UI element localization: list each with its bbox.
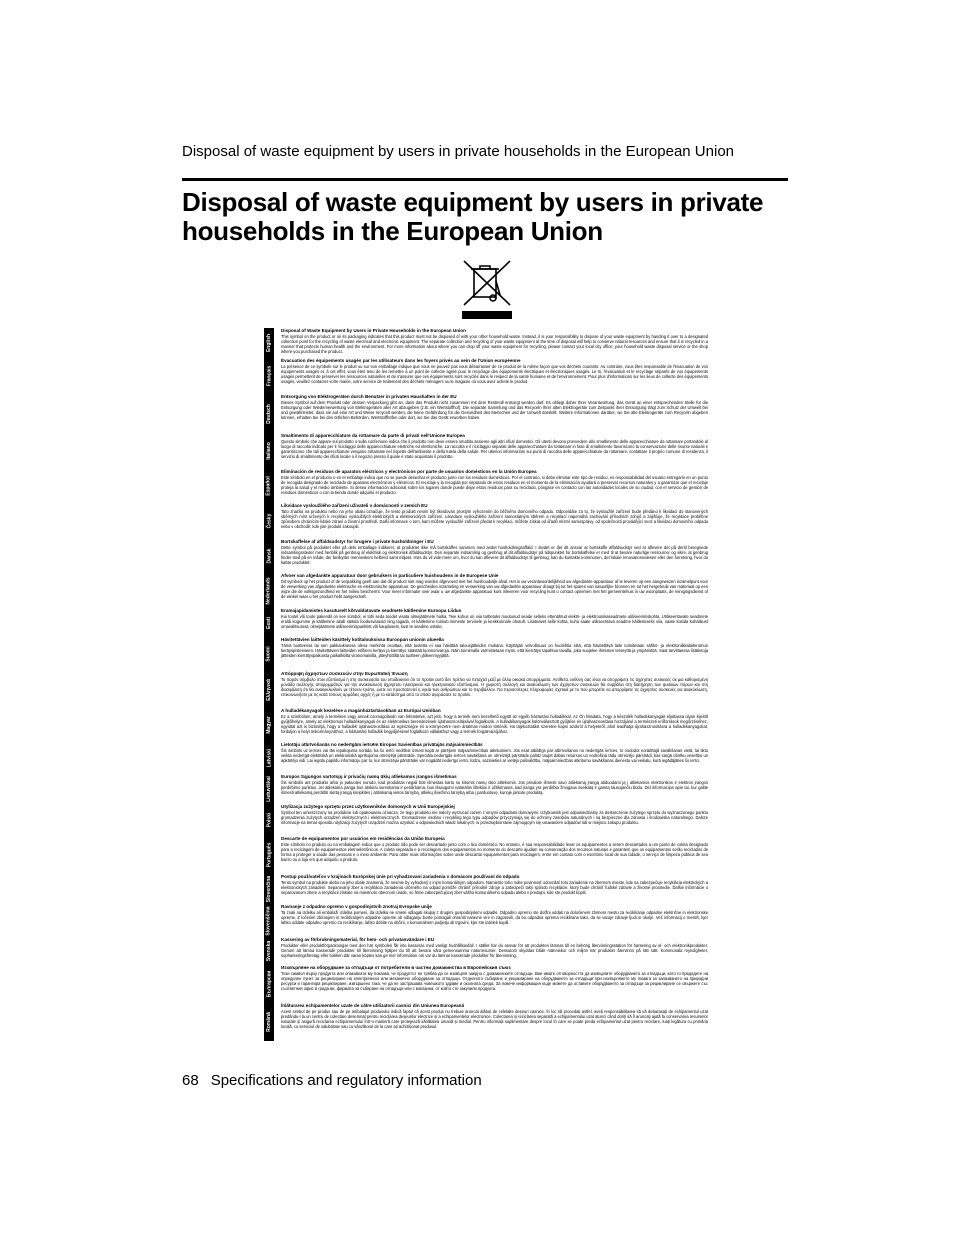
- notice-section: [281, 937, 708, 958]
- notice-heading: Utylizacja zużytego sprzętu przez użytkowników domowych w Unii Europejskiej: [281, 804, 455, 809]
- notice-text: Este símbolo no produto ou na embalagem indica que o produto não pode ser descartado junto com o lixo doméstico. No entanto, é sua responsabilidade levar os equipamentos a serem descartados a um ponto de coleta designado para a reciclagem de equipamentos eletroeletrônicos. A coleta separada e a reciclagem dos equipamentos no momento do descarte ajudam na conservação dos recursos naturais e garantem que os equipamentos serão reciclados de forma a proteger a saúde das pessoas e o meio ambiente. Para obter mais informações sobre onde descartar equipamentos para reciclagem, entre em contato com o escritório local de sua cidade, o serviço de limpeza pública de seu bairro ou a loja em que adquiriu o produto.: [281, 842, 708, 863]
- language-tab: [264, 637, 274, 671]
- notice-section: [281, 708, 708, 734]
- language-tab: [264, 708, 274, 742]
- notice-heading: Înlăturarea echipamentelor uzate de către utilizatorii casnici din Uniunea Europeană: [281, 1003, 465, 1008]
- page-footer: [182, 1071, 482, 1091]
- language-tab: [264, 394, 274, 433]
- language-tab: [264, 573, 274, 608]
- language-tab: [264, 937, 274, 965]
- language-label: Français: [266, 365, 273, 387]
- language-tab: [264, 874, 274, 904]
- notice-section: [281, 358, 708, 384]
- notice-heading: A hulladékanyagok kezelése a magánháztartásokban az Európai Unióban: [281, 708, 441, 713]
- language-tab: [264, 836, 274, 874]
- running-header: Disposal of waste equipment by users in private households in the European Union: [182, 143, 734, 160]
- language-label: Español: [266, 476, 273, 496]
- notice-heading: Hävitettävien laitteiden käsittely kotitalouksissa Euroopan unionin alueella: [281, 637, 444, 642]
- notice-text: La présence de ce symbole sur le produit ou sur son emballage indique que vous ne pouvez pas vous débarrasser de ce produit de la même façon que vos déchets courants. Au contraire, vous êtes responsable de l'évacuation de vos équipements usagés et, à cet effet, vous êtes tenu de les remettre à un point de collecte agréé pour le recyclage des équipements électriques et électroniques usagés. Le tri, l'évacuation et le recyclage séparés de vos équipements usagés permettent de préserver les ressources naturelles et de s'assurer que ces équipements sont recyclés dans le respect de la santé humaine et de l'environnement. Pour plus d'informations sur les lieux de collecte des équipements usagés, veuillez contacter votre mairie, votre service de traitement des déchets ménagers ou le magasin où vous avez acheté le produit.: [281, 364, 708, 385]
- notice-section: [281, 965, 708, 991]
- notice-heading: Lietotāju atbrīvošanās no nederīgām ierīcēm Eiropas Savienības privātajās mājsaimniecībās: [281, 742, 483, 747]
- notice-text: Το παρόν σύμβολο στον εξοπλισμό ή στη συσκευασία του υποδεικνύει ότι το προϊόν αυτό δεν πρέπει να πεταχτεί μαζί με άλλα οικιακά απορρίμματα. Αντίθετα, ευθύνη σας είναι να απορρίψετε τις άχρηστες συσκευές σε μια καθορισμένη μονάδα συλλογής απορριμμάτων για την ανακύκλωση άχρηστου ηλεκτρικού και ηλεκτρονικού εξοπλισμού. Η χωριστή συλλογή και ανακύκλωση των άχρηστων συσκευών θα συμβάλει στη διατήρηση των φυσικών πόρων και στη διασφάλιση ότι θα ανακυκλωθούν με τέτοιον τρόπο, ώστε να προστατευτεί η υγεία των ανθρώπων και το περιβάλλον. Για περισσότερες πληροφορίες σχετικά με το πού μπορείτε να απορρίψετε τις άχρηστες συσκευές για ανακύκλωση, επικοινωνήστε με τις κατά τόπους αρμόδιες αρχές ή με το κατάστημα από το οποίο αγοράσατε το προϊόν.: [281, 677, 708, 698]
- notice-text: Dit symbool op het product of de verpakking geeft aan dat dit product niet mag worden afgevoerd met het huishoudelijk afval. Het is uw verantwoordelijkheid uw afgedankte apparatuur af te leveren op een aangewezen inzamelpunt voor de verwerking van afgedankte elektrische en elektronische apparatuur. De gescheiden inzameling en verwerking van uw afgedankte apparatuur draagt bij tot het sparen van natuurlijke bronnen en tot het hergebruik van materiaal op een wijze die de volksgezondheid en het milieu beschermt. Voor meer informatie over waar u uw afgedankte apparatuur kunt inleveren voor recycling kunt u contact opnemen met het gemeentehuis in uw woonplaats, de reinigingsdienst of de winkel waar u het product hebt aangeschaft.: [281, 579, 708, 600]
- notice-heading: Απόρριψη άχρηστων συσκευών στην Ευρωπαϊκή Ένωση: [281, 671, 408, 676]
- page-title: Disposal of waste equipment by users in private households in the European Union: [182, 187, 764, 246]
- notice-section: [281, 469, 708, 495]
- header-rule: [182, 178, 788, 181]
- notice-section: [281, 671, 708, 697]
- notice-text: This symbol on the product or on its packaging indicates that this product must not be disposed of with your other household waste. Instead, it is your responsibility to dispose of your waste equipment by handing it over to a designated collection point for the recycling of waste electrical and electronic equipment. The separate collection and recycling of your waste equipment at the time of disposal will help to conserve natural resources and ensure that it is recycled in a manner that protects human health and the environment. For more information about where you can drop off your waste equipment for recycling, please contact your local city office, your household waste disposal service or the shop where you purchased the product.: [281, 334, 708, 355]
- page-number: 68: [182, 1072, 199, 1089]
- notice-heading: Europos Sąjungos vartotojų ir privačių namų ūkių atliekamos įrangos išmetimas: [281, 774, 457, 779]
- notice-section: [281, 503, 708, 529]
- language-label: Italiano: [266, 442, 273, 460]
- notice-heading: Likvidace vysloužilého zařízení uživateli v domácnosti v zemích EU: [281, 503, 428, 508]
- language-tab: [264, 774, 274, 804]
- notice-section: [281, 637, 708, 658]
- notice-section: [281, 1003, 708, 1029]
- language-tab: [264, 539, 274, 573]
- footer-section-title: Specifications and regulatory information: [210, 1072, 482, 1089]
- language-label: Česky: [266, 513, 273, 529]
- notice-heading: Évacuation des équipements usagés par les utilisateurs dans les foyers privés au sein de l'Union européenne: [281, 358, 521, 363]
- language-label: Svenska: [266, 940, 273, 962]
- notice-text: Ez a szimbólum, amely a terméken vagy annak csomagolásán van feltüntetve, azt jelzi, hogy a termék nem kezelhető együtt az egyéb háztartási hulladékkal. Az Ön feladata, hogy a készülék hulladékanyagait eljuttassa olyan kijelölt gyűjtőhelyre, amely az elektromos hulladékanyagok és az elektronikus berendezések újrahasznosításával foglalkozik. A hulladékanyagok különválasztott gyűjtése és újrahasznosítása hozzájárul a természeti erőforrások megőrzéséhez, egyúttal azt is biztosítja, hogy a hulladék újrahasznosítása az egészségre és a környezetre nem ártalmas módon történik. Ha tájékoztatást szeretne kapni azokról a helyekről, ahol leadhatja újrahasznosításra a hulladékanyagokat, forduljon a helyi önkormányzathoz, a háztartási hulladék begyűjtésével foglalkozó vállalathoz vagy a termék forgalmazójához.: [281, 714, 708, 735]
- notice-section: [281, 874, 708, 895]
- notice-heading: Eramajapidamistes kasutuselt kõrvaldatavate seadmete käitlemine Euroopa Liidus: [281, 608, 462, 613]
- language-label: English: [266, 333, 272, 353]
- language-label: Slovenčina: [266, 875, 272, 903]
- notice-section: [281, 433, 708, 459]
- language-tab: [264, 503, 274, 539]
- language-label: Lietuviškai: [266, 776, 273, 802]
- notice-heading: Bortskaffelse af affaldsudstyr for brugere i private husholdninger i EU: [281, 539, 434, 544]
- notice-text: Dette symbol på produktet eller på dets emballage indikerer, at produktet ikke må bortskaffes sammen med andet husholdningsaffald. I stedet er det dit ansvar at bortskaffe affaldsudstyr ved at aflevere det på dertil beregnede indsamlingssteder med henblik på genbrug af elektrisk og elektronisk affaldsudstyr. Den separate indsamling og genbrug af dit affaldsudstyr på tidspunktet for bortskaffelse er med til at bevare naturlige ressourcer og sikre, at genbrug finder sted på en måde, der beskytter menneskers helbred samt miljøet. Hvis du vil vide mere om, hvor du kan aflevere dit affaldsudstyr til genbrug, kan du kontakte kommunen, det lokale renovationsvæsen eller den forretning, hvor du købte produktet.: [281, 545, 708, 566]
- notice-text: Този символ върху продукта или опаковката му показва, че продуктът не трябва да се изхвърля заедно с домакинските отпадъци. Вие имате отговорността да изхвърлите оборудването за отпадъци, като го предадете на определен пункт за рециклиране на електрическо или механично оборудване за отпадъци. Отделното събиране и рециклиране на оборудването за отпадъци при изхвърлянето му помага за запазването на природни ресурси и гарантира рециклиране, извършено така, че да не застрашава човешкото здраве и околната среда. За повече информация къде можете да оставите оборудването за отпадъци за рециклиране се свържете със съответния офис в града ви, фирмата за събиране на отпадъци или с магазина, от който сте закупили продукта.: [281, 971, 708, 992]
- language-tab: [264, 671, 274, 708]
- notice-section: [281, 836, 708, 862]
- notice-section: [281, 608, 708, 629]
- language-label: Polski: [266, 812, 273, 828]
- crossed-out-wheeled-bin-icon: [460, 257, 514, 321]
- language-label: Português: [266, 842, 273, 868]
- language-label: Suomi: [266, 646, 272, 662]
- notice-text: Acest simbol de pe produs sau de pe ambalajul produsului indică faptul că acest produs nu trebuie aruncat alături de celelalte deșeuri casnice. În loc să procedați astfel, aveți responsabilitatea să vă debarasați de echipamentul uzat predându-l la un centru de colectare desemnat pentru reciclarea deșeurilor electrice și a echipamentelor electronice. Colectarea și reciclarea separată a echipamentului uzat atunci când doriți să îl aruncați ajută la conservarea resurselor naturale și asigură reciclarea echipamentului într-o manieră care protejează sănătatea umană și mediul. Pentru informații suplimentare despre locul în care se poate preda echipamentul uzat pentru reciclare, luați legătura cu primăria locală, cu serviciul de salubritate sau cu vânzătorul de la care ați achiziționat produsul.: [281, 1009, 708, 1030]
- notice-section: [281, 573, 708, 599]
- notice-text: Tämä tuotteessa tai sen pakkauksessa oleva merkintä osoittaa, että tuotetta ei saa hävittää talousjätteiden mukana. Käyttäjän velvollisuus on huolehtia siitä, että hävitettävä laite toimitetaan sähkö- ja elektroniikkalaiteromun keräyspisteeseen. Hävitettävien laitteiden erillinen keräys ja kierrätys säästää luonnonvaroja. Näin toimimalla varmistetaan myös, että kierrätys tapahtuu tavalla, joka suojelee ihmisten terveyttä ja ympäristöä. Saat tarvittaessa lisätietoja jätteiden kierrätyspaikoista paikallisilta viranomaisilta, jäteyhtiöiltä tai tuotteen jälleenmyyjältä.: [281, 643, 708, 659]
- notice-text: Dieses Symbol auf dem Produkt oder dessen Verpackung gibt an, dass das Produkt nicht zusammen mit dem Restmüll entsorgt werden darf. Es obliegt daher Ihrer Verantwortung, das Gerät an einer entsprechenden Stelle für die Entsorgung oder Wiederverwertung von Elektrogeräten aller Art abzugeben (z.B. ein Wertstoffhof). Die separate Sammlung und das Recyceln Ihrer alten Elektrogeräte zum Zeitpunkt ihrer Entsorgung trägt zum Schutz der Umwelt bei und gewährleistet, dass sie auf eine Art und Weise recycelt werden, die keine Gefährdung für die Gesundheit des Menschen und der Umwelt darstellt. Weitere Informationen darüber, wo Sie alte Elektrogeräte zum Recyceln abgeben können, erhalten Sie bei den örtlichen Behörden, Wertstoffhöfen oder dort, wo Sie das Gerät erworben haben.: [281, 400, 708, 421]
- language-label: Ελληνικά: [266, 678, 273, 701]
- notice-heading: Eliminación de residuos de aparatos eléctricos y electrónicos por parte de usuarios domésticos en la Unión Europea: [281, 469, 537, 474]
- notice-heading: Ravnanje z odpadno opremo v gospodinjstvih znotraj Evropske unije: [281, 904, 432, 909]
- notice-text: Symbol ten umieszczony na produkcie lub opakowaniu oznacza, że tego produktu nie należy wyrzucać razem z innymi odpadami domowymi. Użytkownik jest odpowiedzialny za dostarczenie zużytego sprzętu do wyznaczonego punktu gromadzenia zużytych urządzeń elektrycznych i elektronicznych. Gromadzenie osobno i recykling tego typu odpadów przyczyniają się do ochrony zasobów naturalnych i są bezpieczne dla zdrowia i środowiska naturalnego. Dalsze informacje na temat sposobu utylizacji zużytych urządzeń można uzyskać u odpowiednich władz lokalnych, w przedsiębiorstwie zajmującym się usuwaniem odpadów lub w miejscu zakupu produktu.: [281, 810, 708, 826]
- language-tab: [264, 804, 274, 836]
- notice-text: Produkter eller produktförpackningar med den här symbolen får inte kasseras med vanligt hushållsavfall. I stället har du ansvar för att produkten lämnas till en behörig återvinningsstation för hantering av el- och elektronikprodukter. Genom att lämna kasserade produkter till återvinning hjälper du till att bevara våra gemensamma naturresurser. Dessutom skyddas både människor och miljön när produkter återvinns på rätt sätt. Kommunala myndigheter, sophanteringsföretag eller butiken där varan köptes kan ge mer information om var du lämnar kasserade produkter för återvinning.: [281, 943, 708, 959]
- notice-section: [281, 328, 708, 354]
- language-label: Български: [266, 970, 273, 998]
- notice-heading: Kassering av förbrukningsmaterial, för hem- och privatanvändare i EU: [281, 937, 435, 942]
- weee-notice-body: [281, 328, 708, 1041]
- language-tab: [264, 358, 274, 394]
- language-tab: [264, 469, 274, 503]
- notice-text: Este símbolo en el producto o en el embalaje indica que no se puede desechar el producto junto con los residuos domésticos. Por el contrario, si debe eliminar este tipo de residuo, es responsabilidad del usuario entregarlo en un punto de recogida designado de reciclado de aparatos electrónicos y eléctricos. El reciclaje y la recogida por separado de estos residuos en el momento de la eliminación ayudará a preservar recursos naturales y a garantizar que el reciclaje proteja la salud y el medio ambiente. Si desea información adicional sobre los lugares donde puede dejar estos residuos para su reciclado, póngase en contacto con las autoridades locales de su ciudad, con el servicio de gestión de residuos domésticos o con la tienda donde adquirió el producto.: [281, 475, 708, 496]
- notice-text: Šis simbols uz ierīces vai tās iepakojuma norāda, ka šo ierīci nedrīkst izmest kopā ar pārējiem mājsaimniecības atkritumiem. Jūs esat atbildīgs par atbrīvošanos no nederīgās ierīces, to nododot norādītajā savākšanas vietā, lai tiktu veikta nederīgā elektriskā un elektroniskā aprīkojuma otrreizējā pārstrāde. Speciāla nederīgās ierīces savākšana un otrreizējā pārstrāde palīdz taupīt dabas resursus un nodrošina tādu otrreizējo pārstrādi, kas sargā cilvēku veselību un apkārtējo vidi. Lai iegūtu papildu informāciju par to, kur otrreizējai pārstrādei var nogādāt nederīgo ierīci, lūdzu, sazinieties ar vietējo pašvaldību, mājsaimniecības atkritumu savākšanas dienestu vai veikalu, kurā iegādājāties šo ierīci.: [281, 748, 708, 764]
- language-label: Slovenščina: [266, 905, 272, 936]
- notice-section: [281, 394, 708, 420]
- notice-section: [281, 904, 708, 925]
- notice-text: Tato značka na produktu nebo na jeho obalu označuje, že tento produkt nesmí být likvidován prostým vyhozením do běžného domovního odpadu. Odpovídáte za to, že vysloužilé zařízení bude předáno k likvidaci do stanovených sběrných míst určených k recyklaci vysloužilých elektrických a elektronických zařízení. Likvidace vysloužilého zařízení samostatným sběrem a recyklací napomáhá zachování přírodních zdrojů a zajišťuje, že recyklace proběhne způsobem chránícím lidské zdraví a životní prostředí. Další informace o tom, kam můžete vysloužilé zařízení předat k recyklaci, můžete získat od úřadů místní samosprávy, od společnosti provádějící svoz a likvidaci domovního odpadu nebo v obchodě, kde jste produkt zakoupili.: [281, 509, 708, 530]
- notice-section: [281, 742, 708, 763]
- language-tab: [264, 328, 274, 358]
- notice-heading: Изхвърляне на оборудване за отпадъци от потребители в частни домакинства в Европейския съюз: [281, 965, 511, 970]
- notice-section: [281, 774, 708, 795]
- language-tab: [264, 1003, 274, 1041]
- notice-heading: Descarte de equipamentos por usuários em residências da União Europeia: [281, 836, 445, 841]
- language-label: Eesti: [266, 616, 273, 629]
- language-index-strip: [264, 328, 274, 1041]
- language-tab: [264, 608, 274, 637]
- notice-text: Tento symbol na produkte alebo na jeho obale znamená, že nesmie by vyhodený s iným komunálnym odpadom. Namiesto toho máte povinnosť odovzdať toto zariadenie na zbernom mieste, kde sa zabezpečuje recyklácia elektrických a elektronických zariadení. Separovaný zber a recyklácia zariadenia určeného na odpad pomôže chrániť prírodné zdroje a zabezpečí taký spôsob recyklácie, ktorý bude chrániť ľudské zdravie a životné prostredie. Ďalšie informácie o separovanom zbere a recyklácii získate na miestnom obecnom úrade, vo firme zabezpečujúcej zber vášho komunálneho odpadu alebo v predajni, kde ste produkt kúpili.: [281, 880, 708, 896]
- notice-text: Ta znak na izdelku ali embalaži izdelka pomeni, da izdelka ne smete odlagati skupaj z drugimi gospodinjskimi odpadki. Odpadno opremo ste dolžni oddati na določenem zbirnem mestu za recikliranje odpadne električne in elektronske opreme. Z ločenim zbiranjem in recikliranjem odpadne opreme ob odlaganju boste pomagali ohraniti naravne vire in zagotovili, da bo odpadna oprema reciklirana tako, da se varuje zdravje ljudi in okolje. Več informacij o mestih, kjer lahko oddate odpadno opremo za recikliranje, lahko dobite na občini, v komunalnem podjetju ali trgovini, kjer ste izdelek kupili.: [281, 910, 708, 926]
- notice-text: Kui tootel või toote pakendil on see sümbol, ei tohi seda toodet visata olmejäätmete hulka. Teie kohus on viia tarbetuks muutunud seade selleks ettenähtud elektri- ja elektroonikaseadmete utiliseerimiskohta. Utiliseeritavate seadmete eraldi kogumine ja käitlemine aitab säästa loodusvarasid ning tagada, et käitlemine toimub inimeste tervisele ja keskkonnale ohutult. Lisateavet selle kohta, kuhu saate utiliseeritava seadme käitlemiseks viia, saate küsida kohalikust omavalitsusest, olmejäätmete utiliseerimispunktist või kauplusest, kust te seadme ostsite.: [281, 614, 708, 630]
- language-label: Magyar: [266, 716, 273, 734]
- notice-heading: Disposal of Waste Equipment by Users in Private Households in the European Union: [281, 328, 466, 333]
- language-label: Dansk: [266, 548, 273, 564]
- language-tab: [264, 433, 274, 469]
- language-label: Latviski: [266, 748, 272, 768]
- language-tab: [264, 904, 274, 937]
- language-tab: [264, 742, 274, 774]
- notice-text: Šis simbolis ant produkto arba jo pakuotės nurodo, kad produktas negali būti išmestas kartu su kitomis namų ūkio atliekomis. Jūs privalote išmesti savo atliekamą įrangą atiduodami ją į atliekamos elektronikos ir elektros įrangos perdirbimo punktus. Jei atliekama įranga bus atskirai surenkama ir perdirbama, bus išsaugomi natūralūs ištekliai ir užtikrinama, kad įranga yra perdirbta žmogaus sveikatą ir gamtą tausojančiu būdu. Dėl informacijos apie tai, kur galite išmesti atliekamą perdirbti skirtą įrangą kreipkitės į atitinkamą vietos tarnybą, atliekų išvežimo tarnybą arba į parduotuvę, kurioje pirkote produktą.: [281, 780, 708, 796]
- language-label: Deutsch: [266, 403, 273, 424]
- notice-heading: Afvoer van afgedankte apparatuur door gebruikers in particuliere huishoudens in de Europese Unie: [281, 573, 499, 578]
- notice-section: [281, 539, 708, 565]
- notice-heading: Smaltimento di apparecchiature da rottamare da parte di privati nell'Unione Europea: [281, 433, 465, 438]
- language-tab: [264, 965, 274, 1003]
- notice-heading: Entsorgung von Elektrogeräten durch Benutzer in privaten Haushalten in der EU: [281, 394, 457, 399]
- language-label: Română: [266, 1012, 273, 1032]
- notice-section: [281, 804, 708, 825]
- notice-text: Questo simbolo che appare sul prodotto o sulla confezione indica che il prodotto non deve essere smaltito assieme agli altri rifiuti domestici. Gli utenti devono provvedere allo smaltimento delle apparecchiature da rottamare portandole al luogo di raccolta indicato per il riciclaggio delle apparecchiature elettriche ed elettroniche. La raccolta e il riciclaggio separati delle apparecchiature da rottamare in fase di smaltimento favoriscono la conservazione delle risorse naturali e garantiscono che tali apparecchiature vengano rottamate nel rispetto dell'ambiente e della tutela della salute. Per ulteriori informazioni sui punti di raccolta delle apparecchiature da rottamare, contattare il proprio comune di residenza, il servizio di smaltimento dei rifiuti locale o il negozio presso il quale è stato acquistato il prodotto.: [281, 439, 708, 460]
- language-label: Nederlands: [266, 576, 273, 605]
- notice-heading: Postup používateľov v krajinách Európskej únie pri vyhadzovaní zariadenia v domácom používaní do odpadu: [281, 874, 520, 879]
